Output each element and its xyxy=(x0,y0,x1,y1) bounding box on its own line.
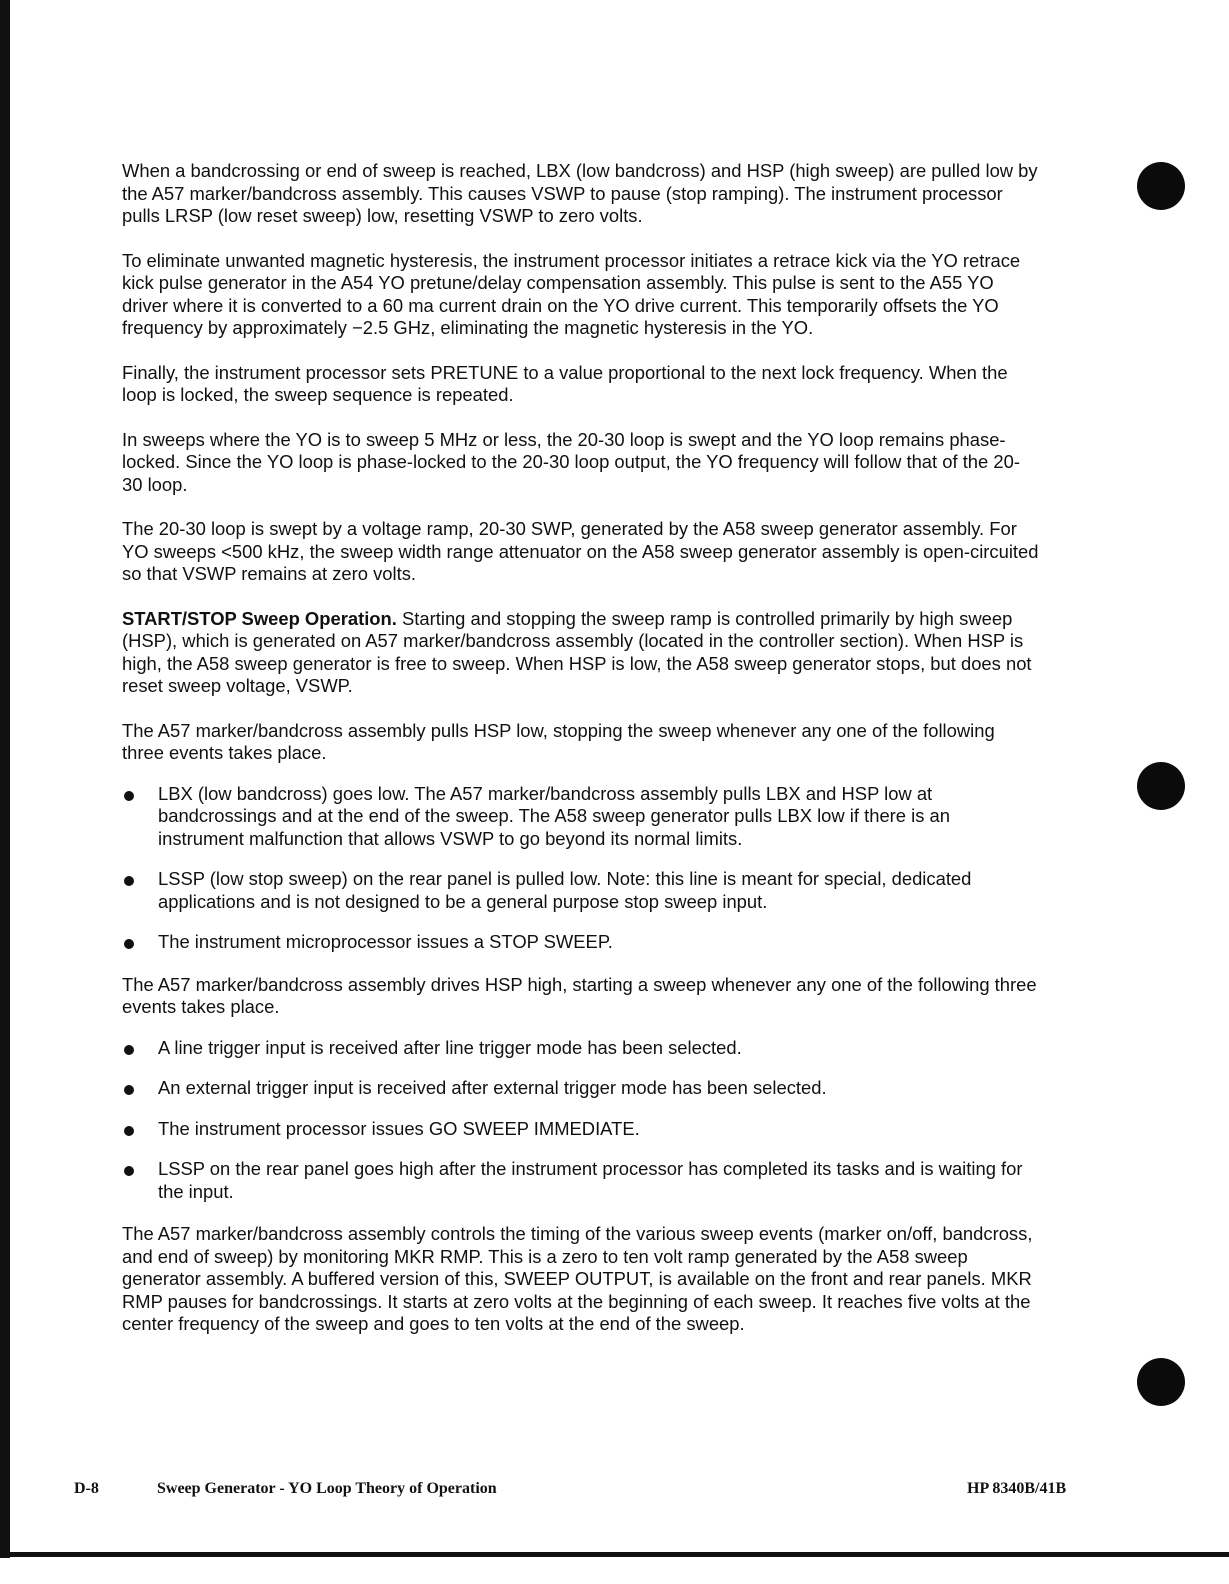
paragraph-bandcrossing: When a bandcrossing or end of sweep is reached, LBX (low bandcross) and HSP (high sweep) are pulled low by the A57 marker/bandcross assembly. This causes VSWP to pause (stop ramping). The instrument processor pulls LRSP (low reset sweep) low, resetting VSWP to zero volts. xyxy=(122,160,1038,226)
list-item xyxy=(122,931,1040,954)
list-item xyxy=(122,868,1040,913)
list-item-text: A line trigger input is received after line trigger mode has been selected. xyxy=(158,1036,742,1058)
start-stop-text: Starting and stopping the sweep ramp is controlled primarily by high sweep (HSP), which is generated on A57 marker/bandcross assembly (located in the controller section). When HSP is high, the A58 sweep generator is free to sweep. When HSP is low, the A58 sweep generator stops, but does not reset sweep voltage, VSWP. xyxy=(122,607,1032,696)
list-item-text: LBX (low bandcross) goes low. The A57 marker/bandcross assembly pulls LBX and HSP low at bandcrossings and at the end of the sweep. The A58 sweep generator pulls LBX low if there is an instrument malfunction that allows VSWP to go beyond its normal limits. xyxy=(158,782,950,849)
bullet-dot xyxy=(124,939,134,949)
binder-hole-middle xyxy=(1137,762,1185,810)
paragraph-start-intro: The A57 marker/bandcross assembly drives HSP high, starting a sweep whenever any one of the following three events takes place. xyxy=(122,973,1037,1017)
binder-hole-bottom xyxy=(1137,1358,1185,1406)
start-stop-heading: START/STOP Sweep Operation. xyxy=(122,607,397,629)
bullet-dot xyxy=(124,876,134,886)
list-item xyxy=(122,1077,1040,1100)
list-item-text: The instrument processor issues GO SWEEP IMMEDIATE. xyxy=(158,1117,640,1139)
section-title: Sweep Generator - YO Loop Theory of Operation xyxy=(157,1480,497,1497)
paragraph-stop-intro: The A57 marker/bandcross assembly pulls HSP low, stopping the sweep whenever any one of the following three events takes place. xyxy=(122,719,995,763)
list-item xyxy=(122,783,1040,851)
bullet-dot xyxy=(124,1166,134,1176)
paragraph-narrow-sweep: In sweeps where the YO is to sweep 5 MHz or less, the 20-30 loop is swept and the YO loop remains phase-locked. Since the YO loop is phase-locked to the 20-30 loop output, the YO frequency will follow that of the 20-30 loop. xyxy=(122,428,1020,495)
paragraph-hysteresis: To eliminate unwanted magnetic hysteresis, the instrument processor initiates a retrace kick via the YO retrace kick pulse generator in the A54 YO pretune/delay compensation assembly. This pulse is sent to the A55 YO driver where it is converted to a 60 ma current drain on the YO drive current. This temporarily offsets the YO frequency by approximately −2.5 GHz, eliminating the magnetic hysteresis in the YO. xyxy=(122,249,1021,338)
stop-events-list xyxy=(122,783,1040,954)
paragraph-start-stop xyxy=(122,608,1040,698)
list-item xyxy=(122,1118,1040,1141)
paragraph-closing: The A57 marker/bandcross assembly controls the timing of the various sweep events (marker on/off, bandcross, and end of sweep) by monitoring MKR RMP. This is a zero to ten volt ramp generated by the A58 sweep generator assembly. A buffered version of this, SWEEP OUTPUT, is available on the front and rear panels. MKR RMP pauses for bandcrossings. It starts at zero volts at the beginning of each sweep. It reaches five volts at the center frequency of the sweep and goes to ten volts at the end of the sweep. xyxy=(122,1223,1033,1334)
start-events-list xyxy=(122,1037,1040,1204)
bottom-margin-rule xyxy=(0,1552,1229,1557)
bullet-dot xyxy=(124,1085,134,1095)
list-item-text: LSSP (low stop sweep) on the rear panel is pulled low. Note: this line is meant for special, dedicated applications and is not designed to be a general purpose stop sweep input. xyxy=(158,868,972,912)
page-number: D-8 xyxy=(74,1480,99,1497)
paragraph-pretune: Finally, the instrument processor sets PRETUNE to a value proportional to the next lock frequency. When the loop is locked, the sweep sequence is repeated. xyxy=(122,361,1008,405)
model-number: HP 8340B/41B xyxy=(967,1480,1067,1497)
binder-hole-top xyxy=(1137,162,1185,210)
bullet-dot xyxy=(124,1045,134,1055)
list-item-text: LSSP on the rear panel goes high after the instrument processor has completed its tasks and is waiting for the input. xyxy=(158,1158,1023,1202)
bullet-dot xyxy=(124,791,134,801)
list-item-text: The instrument microprocessor issues a STOP SWEEP. xyxy=(158,931,613,952)
left-margin-rule xyxy=(0,0,10,1558)
bullet-dot xyxy=(124,1126,134,1136)
page-body xyxy=(122,160,1040,1358)
list-item-text: An external trigger input is received after external trigger mode has been selected. xyxy=(158,1077,827,1098)
list-item xyxy=(122,1158,1040,1203)
paragraph-20-30-sweep: The 20-30 loop is swept by a voltage ramp, 20-30 SWP, generated by the A58 sweep generator assembly. For YO sweeps <500 kHz, the sweep width range attenuator on the A58 sweep generator assembly is open-circuited so that VSWP remains at zero volts. xyxy=(122,518,1039,584)
list-item xyxy=(122,1037,1040,1060)
